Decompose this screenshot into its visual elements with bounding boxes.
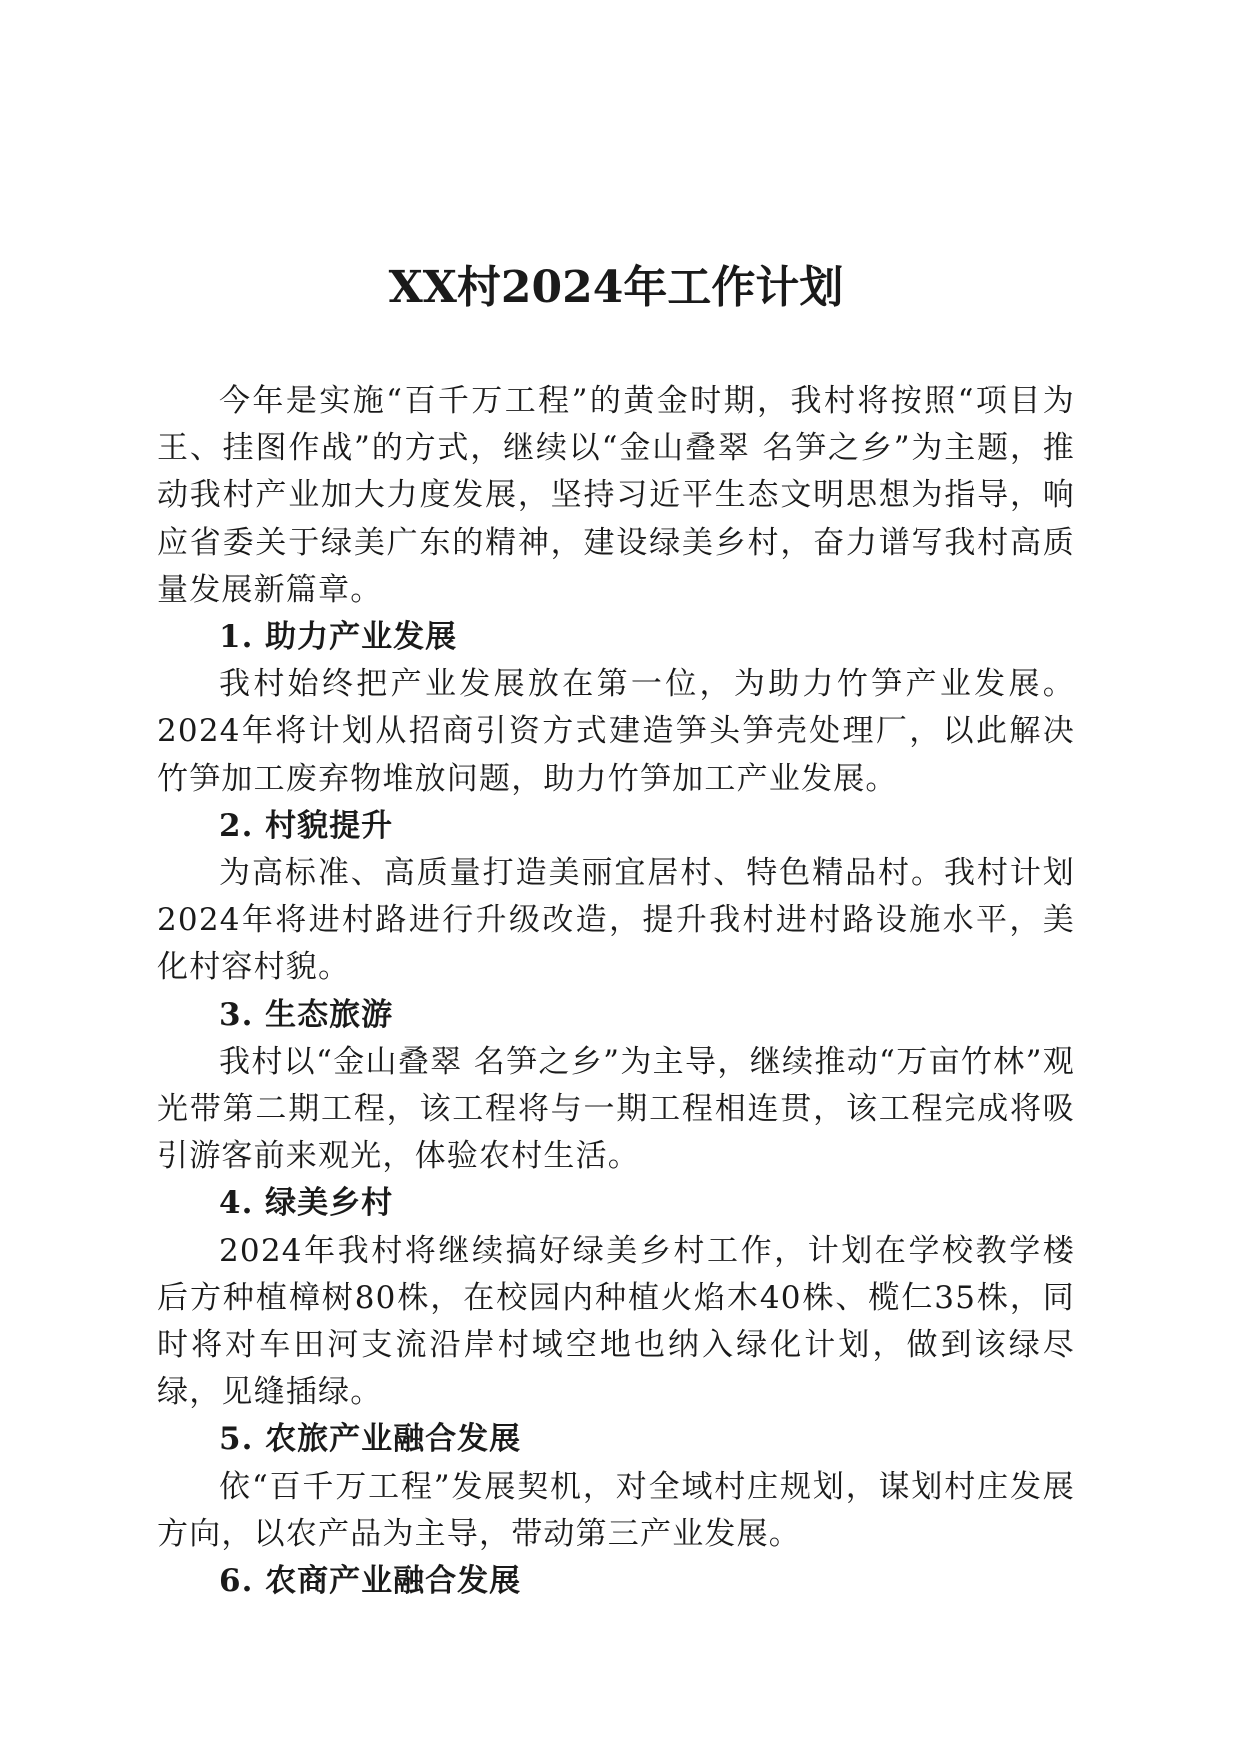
section-heading: 2. 村貌提升: [219, 807, 394, 844]
section-heading: 3. 生态旅游: [219, 996, 394, 1033]
section-heading: 6. 农商产业融合发展: [219, 1563, 522, 1600]
section-paragraph: 我村以“金山叠翠 名笋之乡”为主导，继续推动“万亩竹林”观光带第二期工程，该工程将与一期工程相连贯，该工程完成将吸引游客前来观光，体验农村生活。: [157, 1043, 1075, 1175]
document-body: [157, 378, 1075, 1605]
section-paragraph: 为高标准、高质量打造美丽宜居村、特色精品村。我村计划2024年将进村路进行升级改造，提升我村进村路设施水平，美化村容村貌。: [157, 855, 1075, 986]
section-paragraph: 2024年我村将继续搞好绿美乡村工作，计划在学校教学楼后方种植樟树80株，在校园内种植火焰木40株、榄仁35株，同时将对车田河支流沿岸村域空地也纳入绿化计划，做到该绿尽绿，见缝插绿。: [157, 1232, 1075, 1411]
section-paragraph: 我村始终把产业发展放在第一位，为助力竹笋产业发展。2024年将计划从招商引资方式建造笋头笋壳处理厂，以此解决竹笋加工废弃物堆放问题，助力竹笋加工产业发展。: [157, 666, 1075, 797]
intro-paragraph: 今年是实施“百千万工程”的黄金时期，我村将按照“项目为王、挂图作战”的方式，继续以“金山叠翠 名笋之乡”为主题，推动我村产业加大力度发展，坚持习近平生态文明思想为指导，响应省委关于绿美广东的精神，建设绿美乡村，奋力谱写我村高质量发展新篇章。: [157, 383, 1075, 608]
section-heading: 5. 农旅产业融合发展: [219, 1421, 522, 1458]
section-heading: 4. 绿美乡村: [219, 1185, 394, 1222]
section-paragraph: 依“百千万工程”发展契机，对全域村庄规划，谋划村庄发展方向，以农产品为主导，带动第三产业发展。: [157, 1468, 1075, 1552]
section-heading: 1. 助力产业发展: [219, 619, 458, 656]
document-title: XX村2024年工作计划: [388, 262, 844, 313]
